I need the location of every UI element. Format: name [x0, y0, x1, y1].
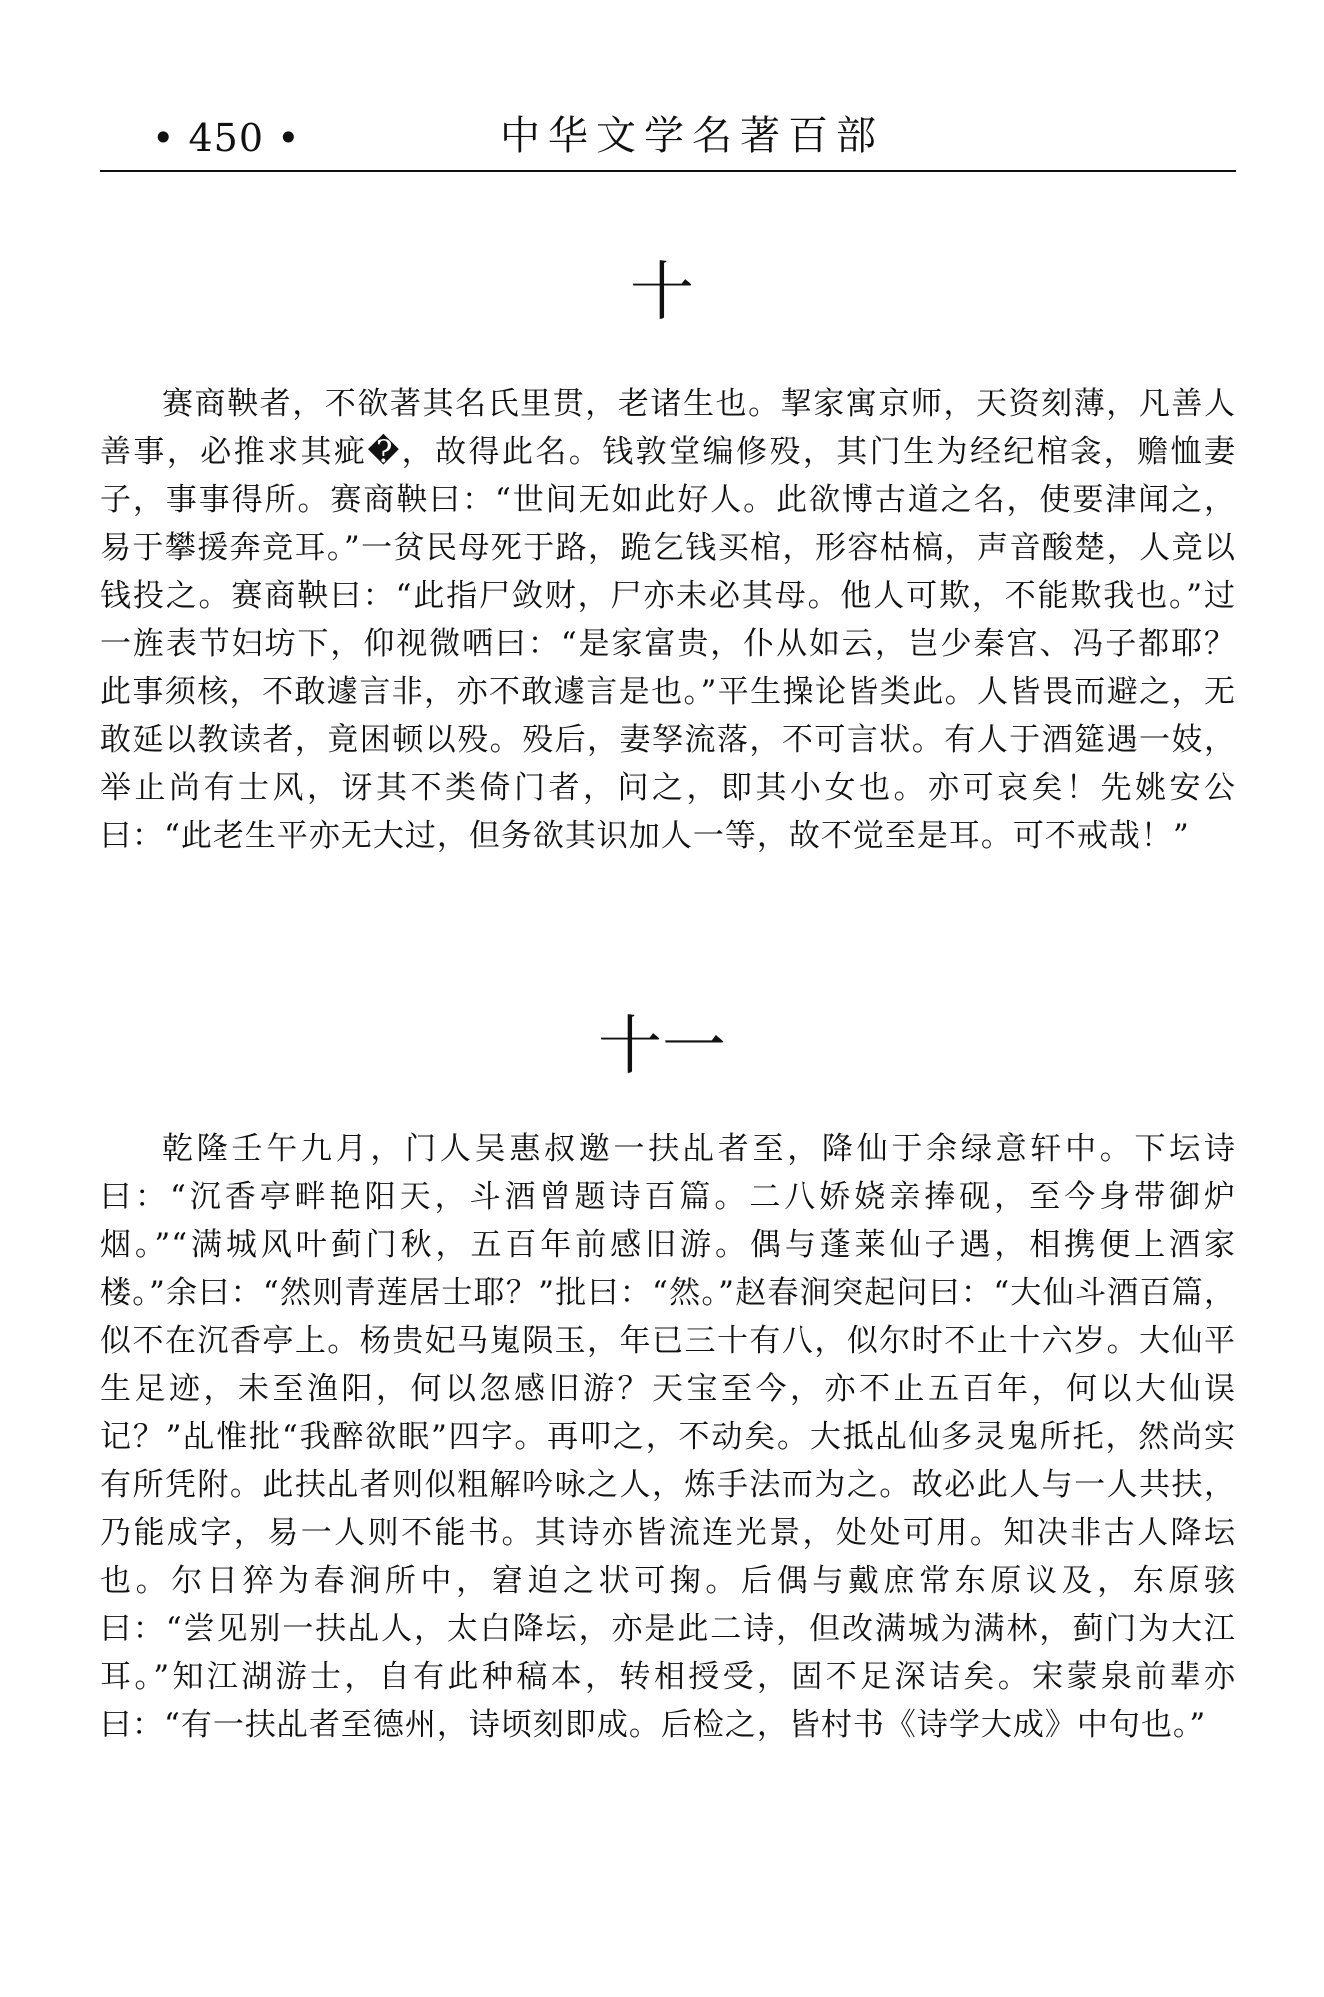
section-heading: 十 [630, 256, 694, 330]
page-header [100, 104, 1236, 166]
section-body: 赛商鞅者，不欲著其名氏里贯，老诸生也。挈家寓京师，天资刻薄，凡善人善事，必推求其疵�，故得此名。钱敦堂编修殁，其门生为经纪棺衾，赡恤妻子，事事得所。赛商鞅曰：“世间无如此好人。此欲博古道之名，使要津闻之，易于攀援奔竞耳。”一贫民母死于路，跪乞钱买棺，形容枯槁，声音酸楚，人竞以钱投之。赛商鞅曰：“此指尸敛财，尸亦未必其母。他人可欺，不能欺我也。”过一旌表节妇坊下，仰视微哂曰：“是家富贵，仆从如云，岂少秦宫、冯子都耶？此事须核，不敢遽言非，亦不敢遽言是也。”平生操论皆类此。人皆畏而避之，无敢延以教读者，竟困顿以殁。殁后，妻孥流落，不可言状。有人于酒筵遇一妓，举止尚有士风，讶其不类倚门者，问之，即其小女也。亦可哀矣！先姚安公曰：“此老生平亦无大过，但务欲其识加人一等，故不觉至是耳。可不戒哉！” [100, 386, 1236, 854]
header-rule [100, 170, 1236, 172]
section-body: 乾隆壬午九月，门人吴惠叔邀一扶乩者至，降仙于余绿意轩中。下坛诗曰：“沉香亭畔艳阳天，斗酒曾题诗百篇。二八娇娆亲捧砚，至今身带御炉烟。”“满城风叶蓟门秋，五百年前感旧游。偶与蓬莱仙子遇，相携便上酒家楼。”余曰：“然则青莲居士耶？”批曰：“然。”赵春涧突起问曰：“大仙斗酒百篇，似不在沉香亭上。杨贵妃马嵬陨玉，年已三十有八，似尔时不止十六岁。大仙平生足迹，未至渔阳，何以忽感旧游？天宝至今，亦不止五百年，何以大仙误记？”乩惟批“我醉欲眠”四字。再叩之，不动矣。大抵乩仙多灵鬼所托，然尚实有所凭附。此扶乩者则似粗解吟咏之人，炼手法而为之。故必此人与一人共扶，乃能成字，易一人则不能书。其诗亦皆流连光景，处处可用。知决非古人降坛也。尔日猝为春涧所中，窘迫之状可掬。后偶与戴庶常东原议及，东原骇曰：“尝见别一扶乩人，太白降坛，亦是此二诗，但改满城为满林，蓟门为大江耳。”知江湖游士，自有此种稿本，转相授受，固不足深诘矣。宋蒙泉前辈亦曰：“有一扶乩者至德州，诗顷刻即成。后检之，皆村书《诗学大成》中句也。” [100, 1131, 1236, 1743]
page-number: • 450 • [152, 116, 301, 160]
running-title: 中华文学名著百部 [500, 113, 884, 159]
section-heading: 十一 [598, 1010, 726, 1084]
